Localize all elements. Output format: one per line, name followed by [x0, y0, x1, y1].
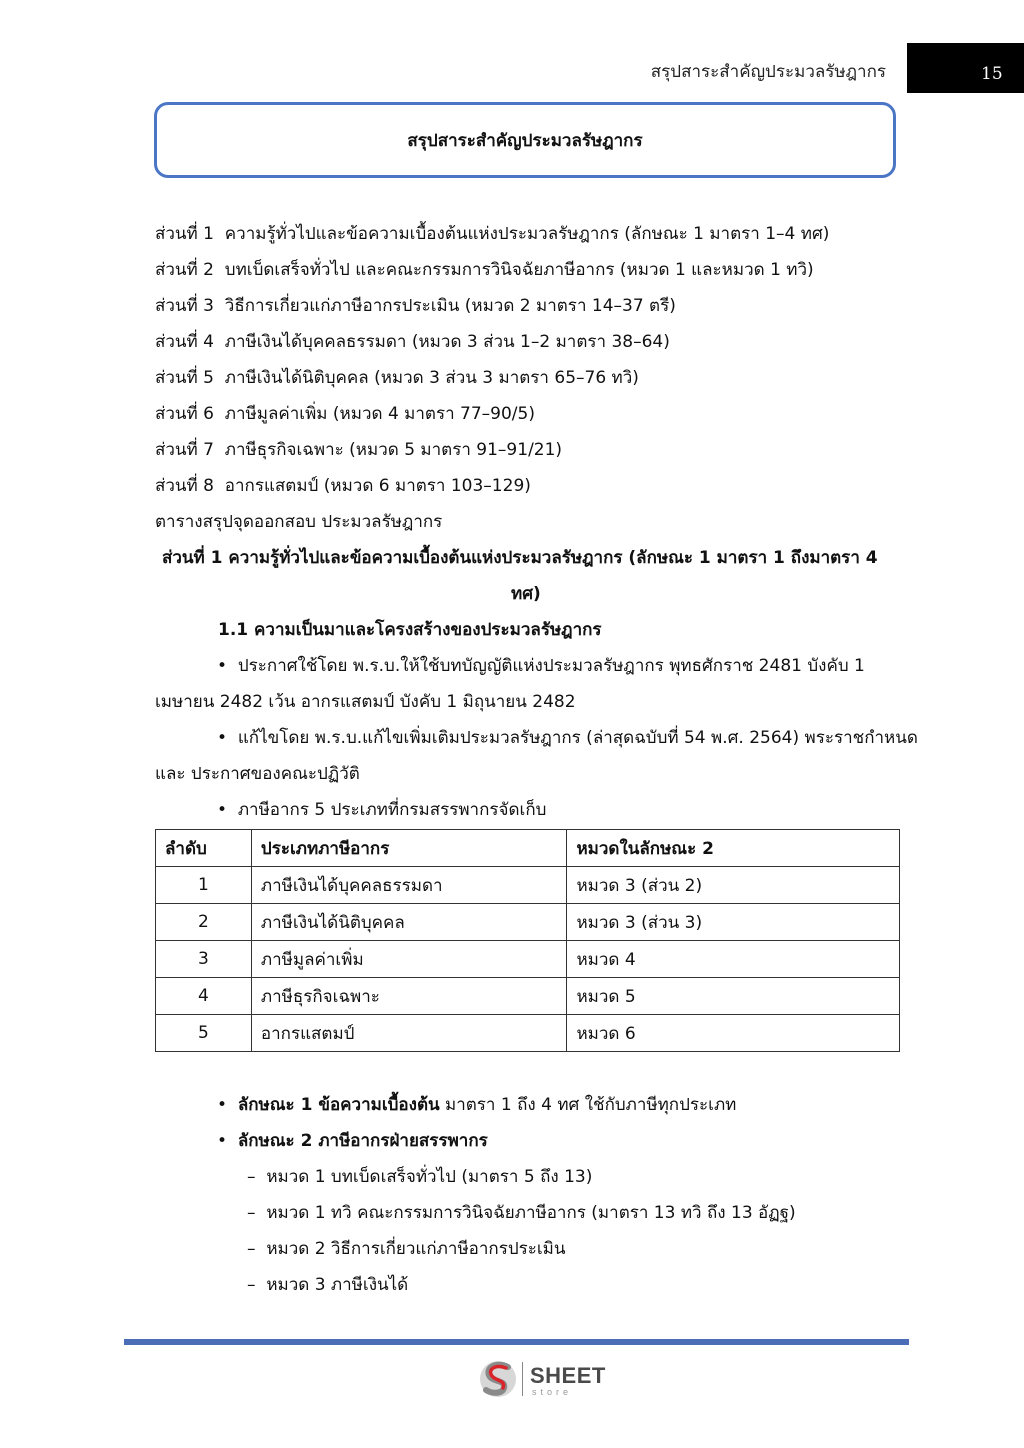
toc-text: วิธีการเกี่ยวแก่ภาษีอากรประเมิน (หมวด 2 มาตรา 14–37 ตรี) — [224, 296, 676, 316]
table-cell: 2 — [156, 904, 252, 941]
bullet-icon: • — [217, 728, 228, 748]
table-cell: อากรแสตมป์ — [251, 1015, 567, 1052]
toc-item — [155, 226, 829, 243]
table-cell: 5 — [156, 1015, 252, 1052]
bullet-item — [217, 1133, 488, 1150]
toc-item — [155, 334, 670, 351]
table-cell: 1 — [156, 867, 252, 904]
section-heading-cont: ทศ) — [511, 584, 541, 604]
bullet-item — [217, 658, 865, 675]
logo-wordmark: SHEET — [530, 1363, 606, 1388]
toc-text: ภาษีเงินได้บุคคลธรรมดา (หมวด 3 ส่วน 1–2 มาตรา 38–64) — [224, 332, 670, 352]
running-header: สรุปสาระสำคัญประมวลรัษฎากร — [650, 62, 886, 82]
table-cell: หมวด 3 (ส่วน 3) — [567, 904, 900, 941]
table-cell: หมวด 3 (ส่วน 2) — [567, 867, 900, 904]
dash-icon: – — [247, 1275, 256, 1295]
dash-item — [247, 1277, 408, 1294]
bullet-text-cont: และ ประกาศของคณะปฏิวัติ — [155, 764, 360, 784]
toc-label: ส่วนที่ 6 — [155, 404, 214, 424]
table-row — [156, 1015, 900, 1052]
section-heading: ส่วนที่ 1 ความรู้ทั่วไปและข้อความเบื้องต้นแห่งประมวลรัษฎากร (ลักษณะ 1 มาตรา 1 ถึงมาตรา 4 — [162, 548, 878, 568]
bullet-bold-text: ลักษณะ 2 ภาษีอากรฝ่ายสรรพากร — [237, 1131, 488, 1151]
toc-label: ส่วนที่ 1 — [155, 224, 214, 244]
dash-text: หมวด 1 บทเบ็ดเสร็จทั่วไป (มาตรา 5 ถึง 13) — [266, 1167, 593, 1187]
table-cell: 3 — [156, 941, 252, 978]
table-header-cell: หมวดในลักษณะ 2 — [567, 830, 900, 867]
tax-types-table — [155, 829, 900, 1052]
table-cell: หมวด 6 — [567, 1015, 900, 1052]
toc-summary-table-item: ตารางสรุปจุดออกสอบ ประมวลรัษฎากร — [155, 512, 443, 532]
toc-label: ส่วนที่ 4 — [155, 332, 214, 352]
table-header-row — [156, 830, 900, 867]
toc-label: ส่วนที่ 3 — [155, 296, 214, 316]
dash-text: หมวด 3 ภาษีเงินได้ — [266, 1275, 409, 1295]
toc-text: อากรแสตมป์ (หมวด 6 มาตรา 103–129) — [224, 476, 531, 496]
table-header-cell: ประเภทภาษีอากร — [251, 830, 567, 867]
page-number: 15 — [981, 64, 1003, 84]
bullet-icon: • — [217, 1131, 228, 1151]
bullet-icon: • — [217, 800, 228, 820]
toc-text: ภาษีมูลค่าเพิ่ม (หมวด 4 มาตรา 77–90/5) — [224, 404, 535, 424]
dash-icon: – — [247, 1239, 256, 1259]
bullet-text-cont: เมษายน 2482 เว้น อากรแสตมป์ บังคับ 1 มิถุนายน 2482 — [155, 692, 576, 712]
subheading: 1.1 ความเป็นมาและโครงสร้างของประมวลรัษฎากร — [218, 620, 602, 640]
dash-item — [247, 1205, 796, 1222]
table-row — [156, 867, 900, 904]
page-number-box — [907, 43, 1024, 93]
bullet-bold-text: ลักษณะ 1 ข้อความเบื้องต้น — [237, 1095, 440, 1115]
toc-item — [155, 442, 562, 459]
bullet-text: ภาษีอากร 5 ประเภทที่กรมสรรพากรจัดเก็บ — [237, 800, 547, 820]
toc-item — [155, 478, 531, 495]
dash-icon: – — [247, 1203, 256, 1223]
toc-item — [155, 298, 676, 315]
logo-divider — [522, 1362, 523, 1396]
table-cell: หมวด 5 — [567, 978, 900, 1015]
table-cell: 4 — [156, 978, 252, 1015]
toc-label: ส่วนที่ 8 — [155, 476, 214, 496]
toc-item — [155, 262, 814, 279]
bullet-item — [217, 730, 918, 747]
bullet-icon: • — [217, 1095, 228, 1115]
toc-text: ภาษีธุรกิจเฉพาะ (หมวด 5 มาตรา 91–91/21) — [224, 440, 563, 460]
dash-text: หมวด 2 วิธีการเกี่ยวแก่ภาษีอากรประเมิน — [266, 1239, 566, 1259]
table-cell: ภาษีเงินได้บุคคลธรรมดา — [251, 867, 567, 904]
toc-label: ส่วนที่ 2 — [155, 260, 214, 280]
dash-item — [247, 1241, 566, 1258]
table-row — [156, 904, 900, 941]
toc-text: บทเบ็ดเสร็จทั่วไป และคณะกรรมการวินิจฉัยภาษีอากร (หมวด 1 และหมวด 1 ทวิ) — [224, 260, 814, 280]
bullet-text: ประกาศใช้โดย พ.ร.บ.ให้ใช้บทบัญญัติแห่งประมวลรัษฎากร พุทธศักราช 2481 บังคับ 1 — [237, 656, 865, 676]
dash-text: หมวด 1 ทวิ คณะกรรมการวินิจฉัยภาษีอากร (มาตรา 13 ทวิ ถึง 13 อัฏฐ) — [266, 1203, 796, 1223]
title-box — [154, 102, 896, 178]
footer-bar — [124, 1339, 909, 1345]
table-cell: ภาษีเงินได้นิติบุคคล — [251, 904, 567, 941]
toc-label: ส่วนที่ 7 — [155, 440, 214, 460]
bullet-text: แก้ไขโดย พ.ร.บ.แก้ไขเพิ่มเติมประมวลรัษฎากร (ล่าสุดฉบับที่ 54 พ.ศ. 2564) พระราชกำหนด — [237, 728, 918, 748]
toc-item — [155, 370, 639, 387]
table-row — [156, 978, 900, 1015]
bullet-text: มาตรา 1 ถึง 4 ทศ ใช้กับภาษีทุกประเภท — [439, 1095, 737, 1115]
toc-item — [155, 406, 535, 423]
table-cell: ภาษีมูลค่าเพิ่ม — [251, 941, 567, 978]
toc-text: ภาษีเงินได้นิติบุคคล (หมวด 3 ส่วน 3 มาตรา 65–76 ทวิ) — [224, 368, 639, 388]
dash-icon: – — [247, 1167, 256, 1187]
bullet-icon: • — [217, 656, 228, 676]
table-row — [156, 941, 900, 978]
table-cell: ภาษีธุรกิจเฉพาะ — [251, 978, 567, 1015]
document-title: สรุปสาระสำคัญประมวลรัษฎากร — [407, 130, 643, 151]
table-cell: หมวด 4 — [567, 941, 900, 978]
logo-subtext: store — [532, 1387, 573, 1397]
bullet-item — [217, 1097, 736, 1114]
toc-text: ความรู้ทั่วไปและข้อความเบื้องต้นแห่งประมวลรัษฎากร (ลักษณะ 1 มาตรา 1–4 ทศ) — [224, 224, 830, 244]
table-header-cell: ลำดับ — [156, 830, 252, 867]
dash-item — [247, 1169, 592, 1186]
bullet-item — [217, 802, 546, 819]
toc-label: ส่วนที่ 5 — [155, 368, 214, 388]
